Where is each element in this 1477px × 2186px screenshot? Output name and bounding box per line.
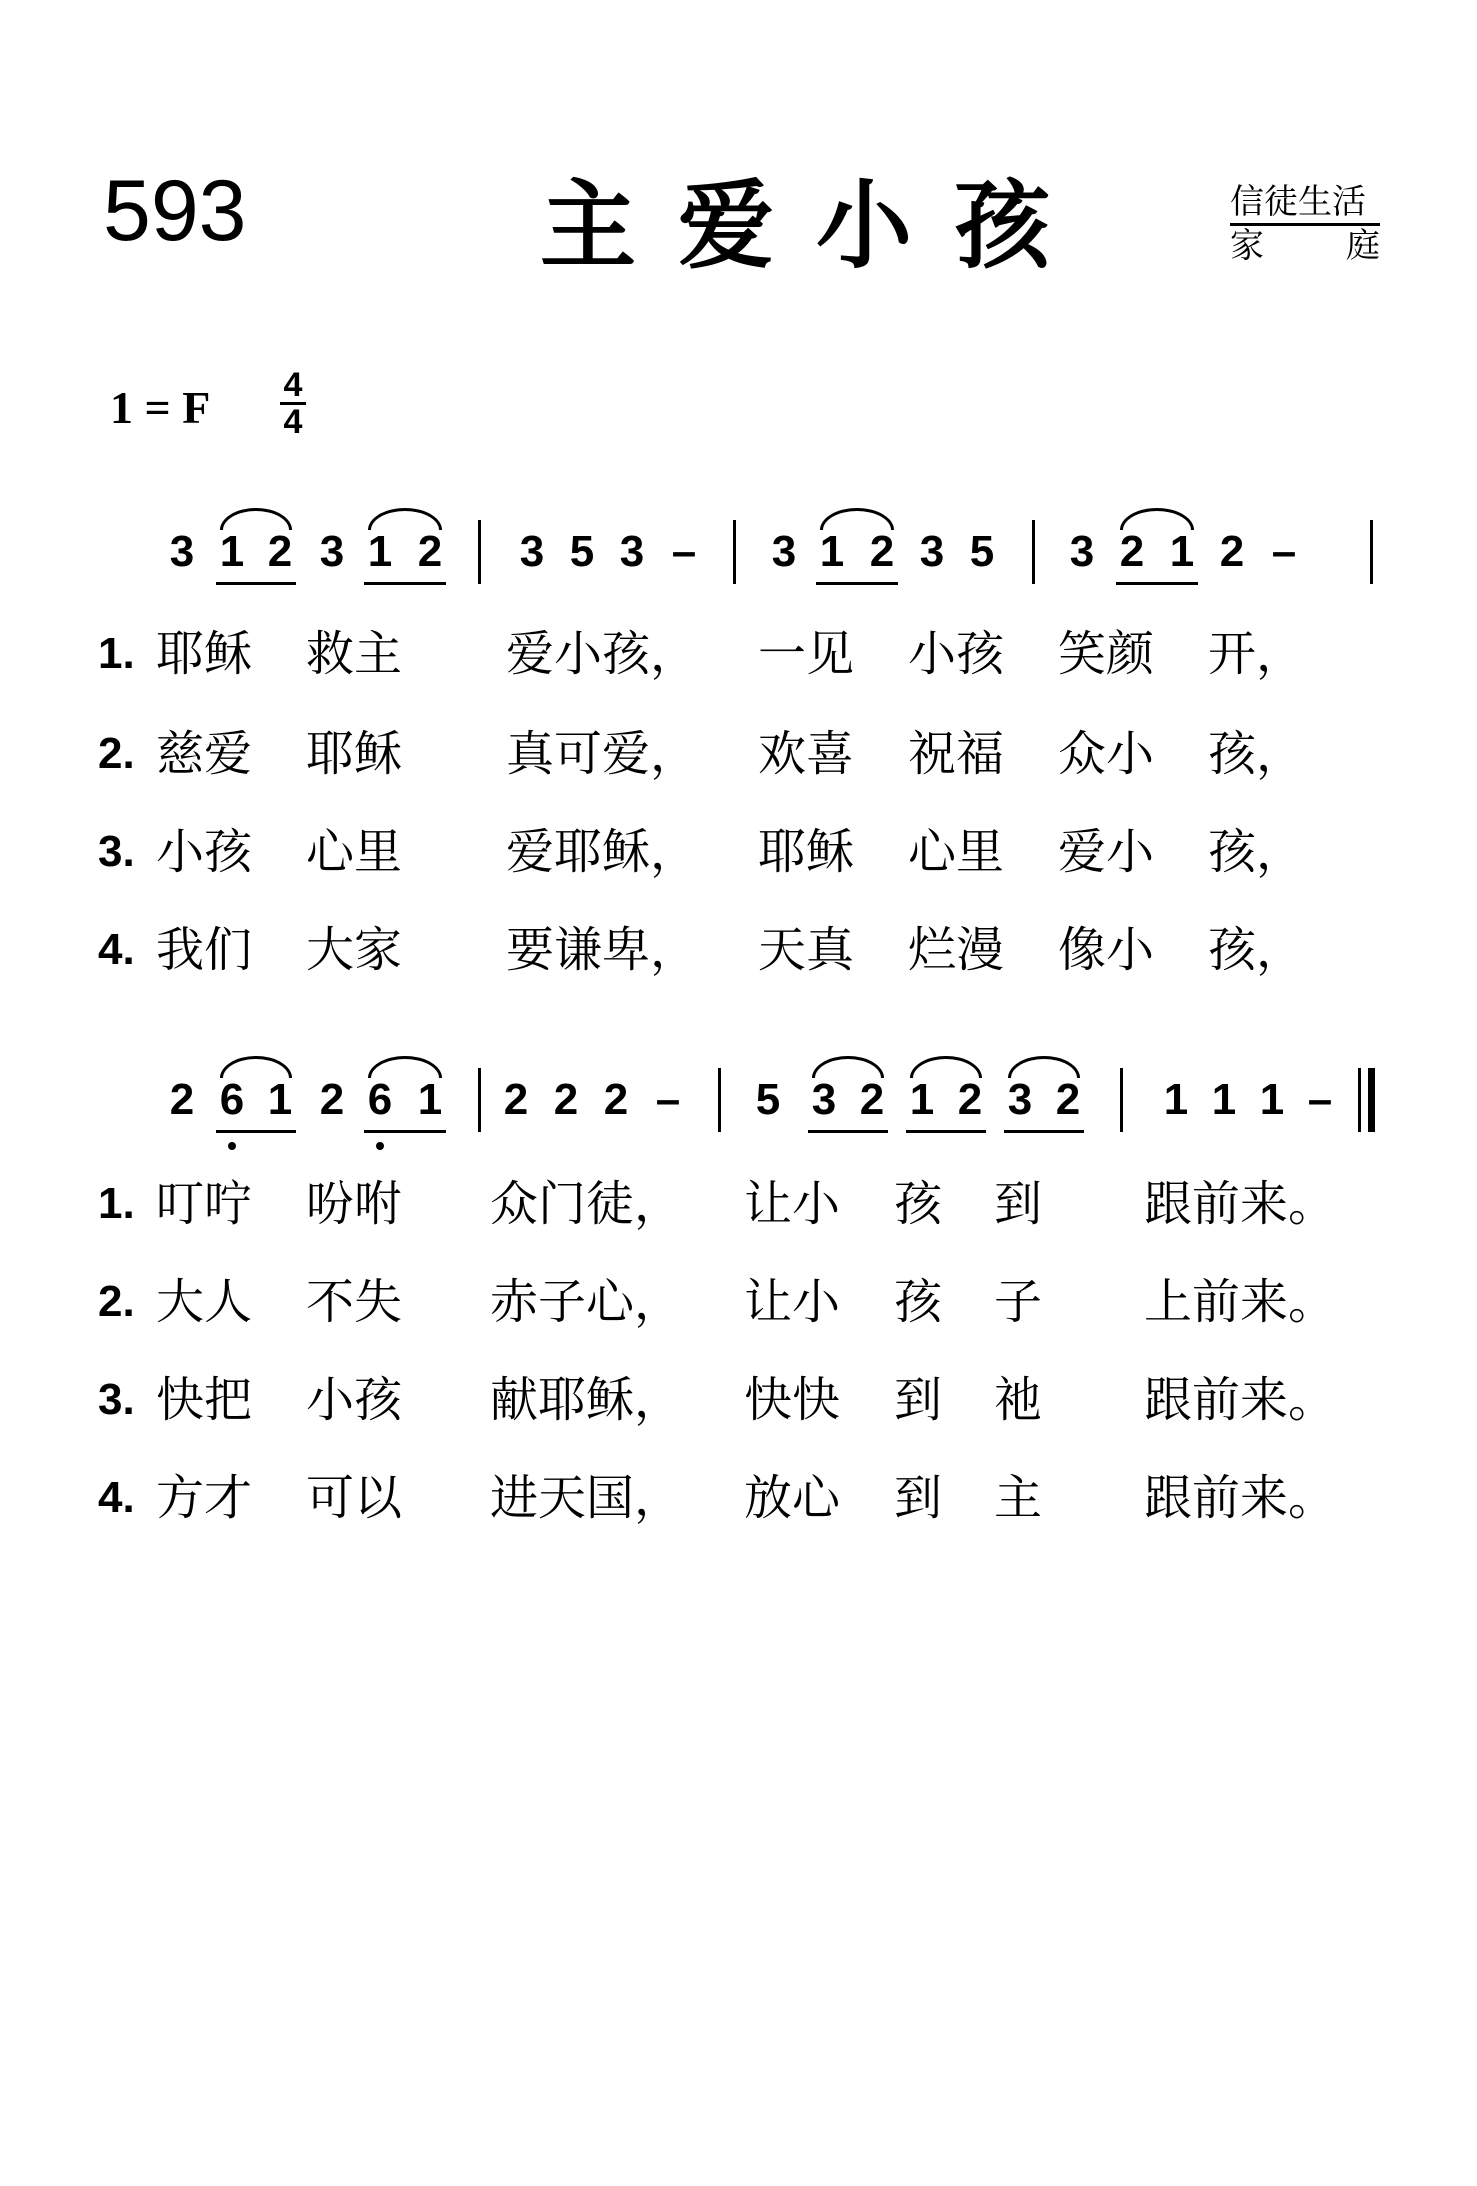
lyric-word: 烂漫 <box>908 922 1005 978</box>
note-dash: – <box>671 527 697 576</box>
eighth-underline <box>1116 582 1198 585</box>
lyric-word: 小孩 <box>156 824 253 880</box>
key-signature: 1 = F <box>110 382 211 433</box>
lyric-word: 一见 <box>758 626 855 682</box>
eighth-underline <box>808 1130 888 1133</box>
lyric-word: 赤子心， <box>490 1274 683 1330</box>
verse-number: 2. <box>98 729 135 778</box>
lyric-word: 爱小 <box>1058 824 1155 880</box>
lyric-word: 不失 <box>306 1274 403 1330</box>
slur <box>812 1056 884 1078</box>
verse-number: 2. <box>98 1277 135 1326</box>
lyric-word: 慈爱 <box>156 726 253 782</box>
lyric-word: 孩 <box>894 1274 943 1330</box>
note: 1 <box>417 1075 443 1124</box>
note: 3 <box>1007 1075 1033 1124</box>
lyric-word: 让小 <box>744 1176 841 1232</box>
note: 3 <box>919 527 945 576</box>
lyric-word: 小孩 <box>908 626 1005 682</box>
lyric-word: 耶稣 <box>156 626 253 682</box>
lyric-line <box>98 920 1398 980</box>
lyric-word: 心里 <box>908 824 1005 880</box>
lyric-word: 主 <box>994 1470 1043 1526</box>
meter-bottom: 4 <box>283 403 303 441</box>
lyric-word: 小孩 <box>306 1372 403 1428</box>
note: 6 <box>219 1075 245 1124</box>
note-dash: – <box>1307 1075 1333 1124</box>
note: 3 <box>619 527 645 576</box>
low-octave-dot <box>376 1142 384 1150</box>
note: 5 <box>969 527 995 576</box>
category-label <box>1230 182 1380 266</box>
note: 3 <box>771 527 797 576</box>
lyric-line <box>98 1174 1398 1234</box>
note: 2 <box>503 1075 529 1124</box>
note: 3 <box>519 527 545 576</box>
lyric-word: 献耶稣， <box>490 1372 683 1428</box>
lyric-word: 孩， <box>1208 726 1305 782</box>
bar-line <box>1120 1068 1123 1132</box>
hymn-number: 593 <box>103 163 247 259</box>
lyric-line <box>98 822 1398 882</box>
note: 1 <box>1169 527 1195 576</box>
lyric-word: 救主 <box>306 626 403 682</box>
lyric-word: 叮咛 <box>156 1176 253 1232</box>
lyric-word: 跟前来。 <box>1144 1372 1337 1428</box>
slur <box>368 508 442 530</box>
lyric-word: 可以 <box>306 1470 403 1526</box>
bar-line <box>718 1068 721 1132</box>
slur <box>220 1056 292 1078</box>
note: 1 <box>267 1075 293 1124</box>
lyric-word: 孩， <box>1208 824 1305 880</box>
slur <box>910 1056 982 1078</box>
lyric-word: 众门徒， <box>490 1176 683 1232</box>
notation-row-1 <box>0 527 1477 610</box>
lyric-line <box>98 1272 1398 1332</box>
slur <box>368 1056 442 1078</box>
lyric-word: 耶稣 <box>306 726 403 782</box>
verse-number: 3. <box>98 1375 135 1424</box>
note: 3 <box>169 527 195 576</box>
lyric-word: 大人 <box>156 1274 253 1330</box>
lyric-word: 大家 <box>306 922 403 978</box>
note: 1 <box>1163 1075 1189 1124</box>
lyric-word: 爱耶稣， <box>506 824 699 880</box>
verse-number: 1. <box>98 1179 135 1228</box>
verse-number: 4. <box>98 1473 135 1522</box>
eighth-underline <box>216 1130 296 1133</box>
lyric-word: 方才 <box>156 1470 253 1526</box>
note: 5 <box>755 1075 781 1124</box>
lyric-word: 孩 <box>894 1176 943 1232</box>
lyric-word: 跟前来。 <box>1144 1176 1337 1232</box>
category-line-2: 家 庭 <box>1230 226 1380 266</box>
note: 1 <box>219 527 245 576</box>
lyric-word: 要谦卑， <box>506 922 699 978</box>
note: 3 <box>1069 527 1095 576</box>
note: 2 <box>169 1075 195 1124</box>
lyric-line <box>98 1370 1398 1430</box>
bar-line <box>733 520 736 584</box>
eighth-underline <box>364 582 446 585</box>
final-bar-line-thin <box>1358 1068 1361 1132</box>
low-octave-dot <box>228 1142 236 1150</box>
lyric-word: 快快 <box>744 1372 841 1428</box>
bar-line <box>478 1068 481 1132</box>
lyric-word: 众小 <box>1058 726 1155 782</box>
note: 5 <box>569 527 595 576</box>
lyric-word: 笑颜 <box>1058 626 1155 682</box>
note: 1 <box>367 527 393 576</box>
lyric-word: 我们 <box>156 922 253 978</box>
bar-line <box>1370 520 1373 584</box>
lyric-word: 心里 <box>306 824 403 880</box>
note: 1 <box>1211 1075 1237 1124</box>
lyric-word: 耶稣 <box>758 824 855 880</box>
lyric-word: 子 <box>994 1274 1043 1330</box>
category-line-1: 信徒生活 <box>1230 182 1380 226</box>
slur <box>820 508 894 530</box>
note-dash: – <box>655 1075 681 1124</box>
slur <box>1120 508 1194 530</box>
lyric-word: 像小 <box>1058 922 1155 978</box>
eighth-underline <box>816 582 898 585</box>
eighth-underline <box>364 1130 446 1133</box>
meter-top: 4 <box>280 368 306 405</box>
slur <box>1008 1056 1080 1078</box>
lyric-word: 让小 <box>744 1274 841 1330</box>
lyric-line <box>98 1468 1398 1528</box>
note: 1 <box>819 527 845 576</box>
final-bar-line-thick <box>1368 1068 1375 1132</box>
note: 2 <box>1055 1075 1081 1124</box>
lyric-word: 上前来。 <box>1144 1274 1337 1330</box>
lyric-word: 真可爱， <box>506 726 699 782</box>
eighth-underline <box>216 582 296 585</box>
lyric-line <box>98 724 1398 784</box>
bar-line <box>1032 520 1035 584</box>
lyric-word: 祝福 <box>908 726 1005 782</box>
lyric-word: 吩咐 <box>306 1176 403 1232</box>
lyric-word: 到 <box>894 1470 943 1526</box>
lyric-word: 天真 <box>758 922 855 978</box>
lyric-word: 欢喜 <box>758 726 855 782</box>
note: 2 <box>553 1075 579 1124</box>
lyric-word: 孩， <box>1208 922 1305 978</box>
eighth-underline <box>1004 1130 1084 1133</box>
hymn-title: 主爱小孩 <box>540 170 1092 282</box>
note-dash: – <box>1271 527 1297 576</box>
note: 2 <box>417 527 443 576</box>
note: 2 <box>957 1075 983 1124</box>
note: 2 <box>859 1075 885 1124</box>
verse-number: 1. <box>98 629 135 678</box>
verse-number: 4. <box>98 925 135 974</box>
lyric-word: 开， <box>1208 626 1305 682</box>
verse-number: 3. <box>98 827 135 876</box>
lyric-word: 放心 <box>744 1470 841 1526</box>
lyric-word: 跟前来。 <box>1144 1470 1337 1526</box>
lyric-word: 快把 <box>156 1372 253 1428</box>
notation-row-2 <box>0 1075 1477 1158</box>
bar-line <box>478 520 481 584</box>
note: 3 <box>319 527 345 576</box>
lyric-word: 爱小孩， <box>506 626 699 682</box>
lyric-word: 进天国， <box>490 1470 683 1526</box>
lyric-word: 到 <box>994 1176 1043 1232</box>
lyric-word: 祂 <box>994 1372 1043 1428</box>
slur <box>220 508 292 530</box>
time-signature <box>280 368 306 439</box>
note: 2 <box>603 1075 629 1124</box>
note: 2 <box>1219 527 1245 576</box>
note: 2 <box>869 527 895 576</box>
note: 2 <box>267 527 293 576</box>
note: 1 <box>909 1075 935 1124</box>
lyric-line <box>98 624 1398 684</box>
note: 2 <box>1119 527 1145 576</box>
eighth-underline <box>906 1130 986 1133</box>
note: 3 <box>811 1075 837 1124</box>
lyric-word: 到 <box>894 1372 943 1428</box>
note: 1 <box>1259 1075 1285 1124</box>
note: 2 <box>319 1075 345 1124</box>
note: 6 <box>367 1075 393 1124</box>
